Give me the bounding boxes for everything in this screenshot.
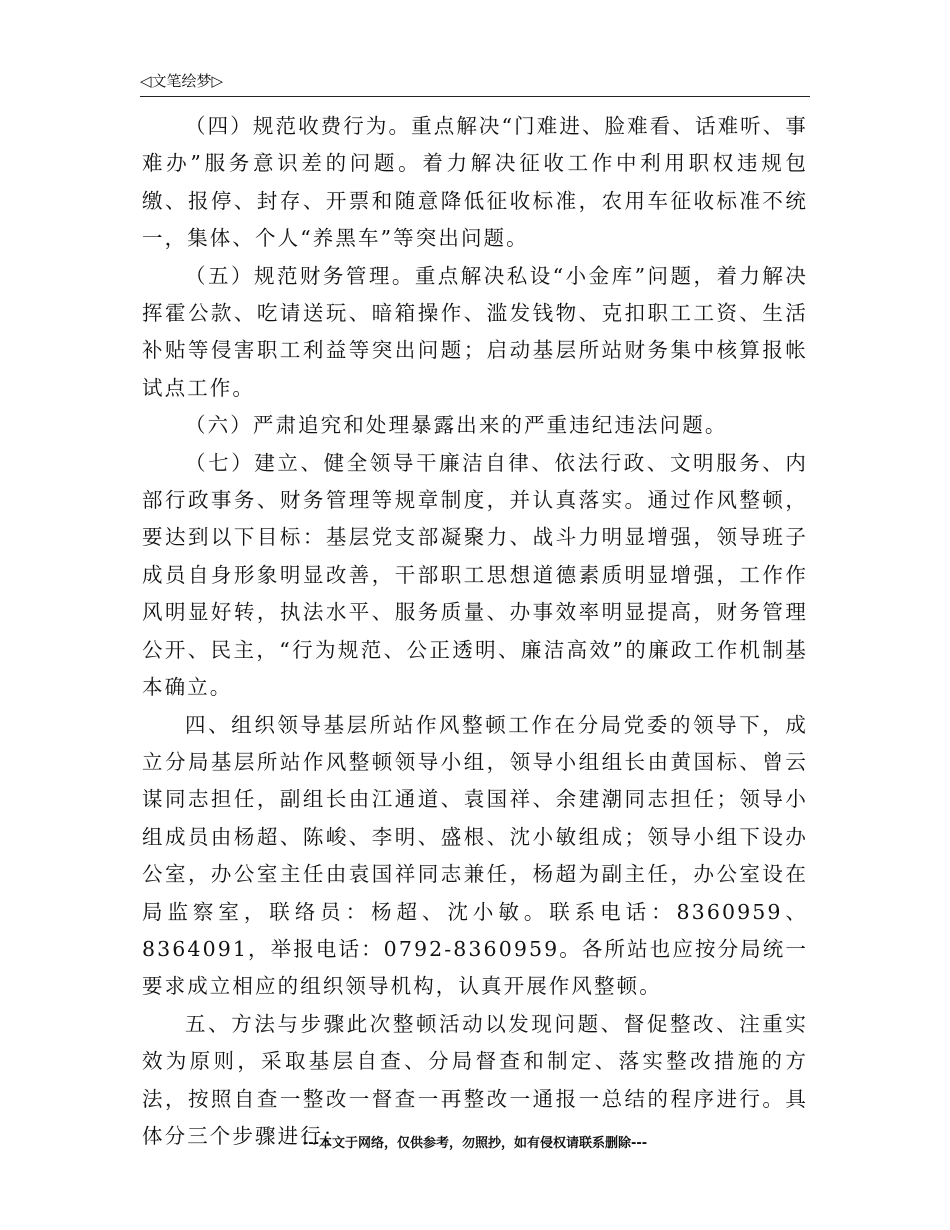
document-body [142, 108, 808, 1155]
page-header [140, 70, 810, 97]
paragraph-four-fees: （四）规范收费行为。重点解决“门难进、脸难看、话难听、事难办”服务意识差的问题。着力解决征收工作中利用职权违规包缴、报停、封存、开票和随意降低征收标准，农用车征收标准不统一，集体、个人“养黑车”等突出问题。 [142, 114, 808, 251]
paragraph-seven-rules: （七）建立、健全领导干廉洁自律、依法行政、文明服务、内部行政事务、财务管理等规章制度，并认真落实。通过作风整顿，要达到以下目标：基层党支部凝聚力、战斗力明显增强，领导班子成员自身形象明显改善，干部职工思想道德素质明显增强，工作作风明显好转，执法水平、服务质量、办事效率明显提高，财务管理公开、民主，“行为规范、公正透明、廉洁高效”的廉政工作机制基本确立。 [142, 450, 808, 700]
paragraph-methods-steps: 五、方法与步骤此次整顿活动以发现问题、督促整改、注重实效为原则，采取基层自查、分局督查和制定、落实整改措施的方法，按照自查一整改一督查一再整改一通报一总结的程序进行。具体分三个步骤进行： [142, 1011, 808, 1148]
footer-notice: ---本文于网络，仅供参考，勿照抄，如有侵权请联系删除--- [302, 1136, 648, 1151]
paragraph-organization: 四、组织领导基层所站作风整顿工作在分局党委的领导下，成立分局基层所站作风整顿领导小组，领导小组组长由黄国标、曾云谋同志担任，副组长由江通道、袁国祥、余建潮同志担任；领导小组成员由杨超、陈峻、李明、盛根、沈小敏组成；领导小组下设办公室，办公室主任由袁国祥同志兼任，杨超为副主任，办公室设在局监察室，联络员：杨超、沈小敏。联系电话：8360959、8364091，举报电话：0792-8360959。各所站也应按分局统一要求成立相应的组织领导机构，认真开展作风整顿。 [142, 712, 808, 999]
paragraph-six-violations: （六）严肃追究和处理暴露出来的严重违纪违法问题。 [185, 413, 728, 438]
paragraph-five-finance: （五）规范财务管理。重点解决私设“小金库”问题，着力解决挥霍公款、吃请送玩、暗箱操作、滥发钱物、克扣职工工资、生活补贴等侵害职工利益等突出问题；启动基层所站财务集中核算报帐试点工作。 [142, 263, 808, 400]
header-title: ◁文笔绘梦▷ [140, 72, 224, 90]
